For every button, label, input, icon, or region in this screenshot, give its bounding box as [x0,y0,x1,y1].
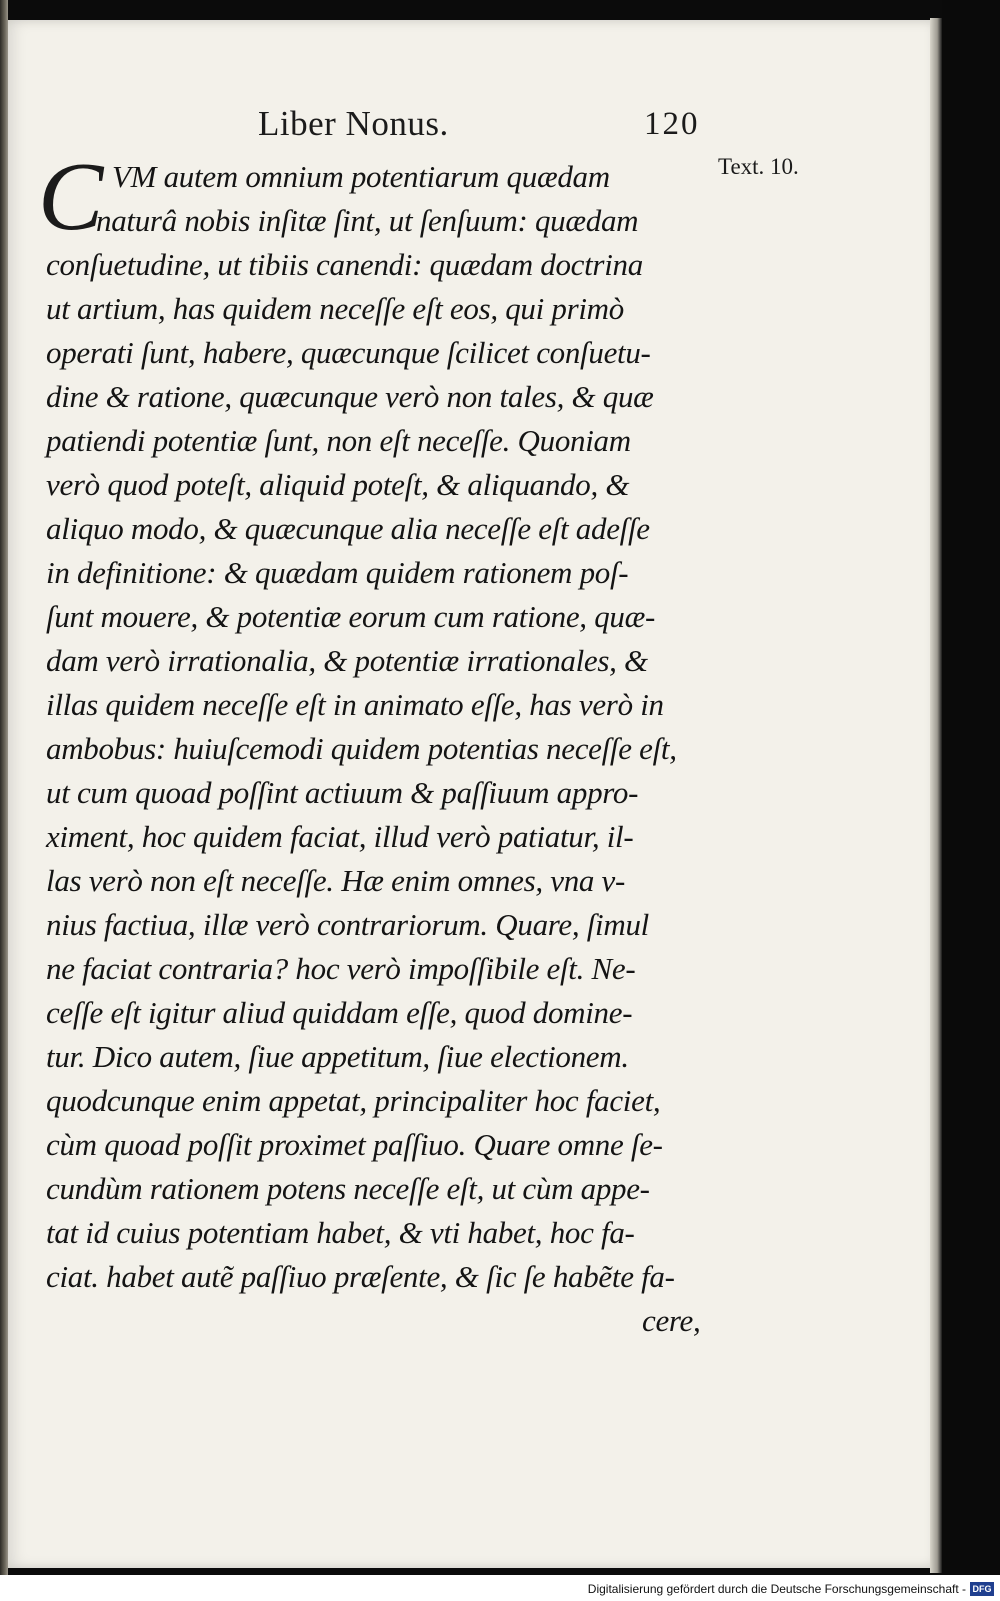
footer-bar [0,1575,1000,1601]
text-line: ciat. habet autẽ paſſiuo præſente, & ſic ſe habẽte fa- [46,1259,675,1294]
footer-credit: Digitalisierung gefördert durch die Deutsche Forschungsgemeinschaft - [587,1582,966,1596]
text-line: cundùm rationem potens neceſſe eſt, ut cùm appe- [46,1171,650,1206]
text-line: ut artium, has quidem neceſſe eſt eos, qui primò [46,291,624,326]
scanner-border [942,0,1000,1575]
text-line: aliquo modo, & quæcunque alia neceſſe eſt adeſſe [46,511,650,546]
text-line: tat id cuius potentiam habet, & vti habet, hoc fa- [46,1215,635,1250]
text-line: ambobus: huiuſcemodi quidem potentias neceſſe eſt, [46,731,677,766]
text-line: nius factiua, illæ verò contrariorum. Quare, ſimul [46,907,649,942]
text-line: cùm quoad poſſit proximet paſſiuo. Quare omne ſe- [46,1127,663,1162]
drop-cap: C [38,143,104,251]
text-line: ut cum quoad poſſint actiuum & paſſiuum appro- [46,775,639,810]
text-line: in definitione: & quædam quidem rationem poſ- [46,555,629,590]
margin-note: Text. 10. [718,154,799,179]
text-line: patiendi potentiæ ſunt, non eſt neceſſe. Quoniam [46,423,631,458]
text-line: verò quod poteſt, aliquid poteſt, & aliquando, & [46,467,630,502]
text-line: operati ſunt, habere, quæcunque ſcilicet conſuetu- [46,335,651,370]
text-line: illas quidem neceſſe eſt in animato eſſe, has verò in [46,687,664,722]
running-head: Liber Nonus. [258,104,449,143]
text-line: dam verò irrationalia, & potentiæ irrationales, & [46,643,648,678]
text-line: VM autem omnium potentiarum quædam [112,159,610,194]
text-line: ſunt mouere, & potentiæ eorum cum ratione, quæ- [46,599,655,634]
page-edge [930,18,942,1573]
text-line: ximent, hoc quidem faciat, illud verò patiatur, il- [46,819,634,854]
text-line: quodcunque enim appetat, principaliter hoc faciet, [46,1083,661,1118]
text-line: dine & ratione, quæcunque verò non tales, & quæ [46,379,654,414]
page-number: 120 [644,106,700,142]
text-line: ne faciat contraria? hoc verò impoſſibile eſt. Ne- [46,951,636,986]
book-spine [0,0,8,1575]
catchword: cere, [642,1303,701,1338]
text-line: ceſſe eſt igitur aliud quiddam eſſe, quod domine- [46,995,633,1030]
text-line: las verò non eſt neceſſe. Hæ enim omnes, vna v- [46,863,626,898]
text-line: conſuetudine, ut tibiis canendi: quædam doctrina [46,247,643,282]
text-line: tur. Dico autem, ſiue appetitum, ſiue electionem. [46,1039,629,1074]
text-line: naturâ nobis inſitæ ſint, ut ſenſuum: quædam [96,203,639,238]
dfg-logo: DFG [970,1582,994,1596]
